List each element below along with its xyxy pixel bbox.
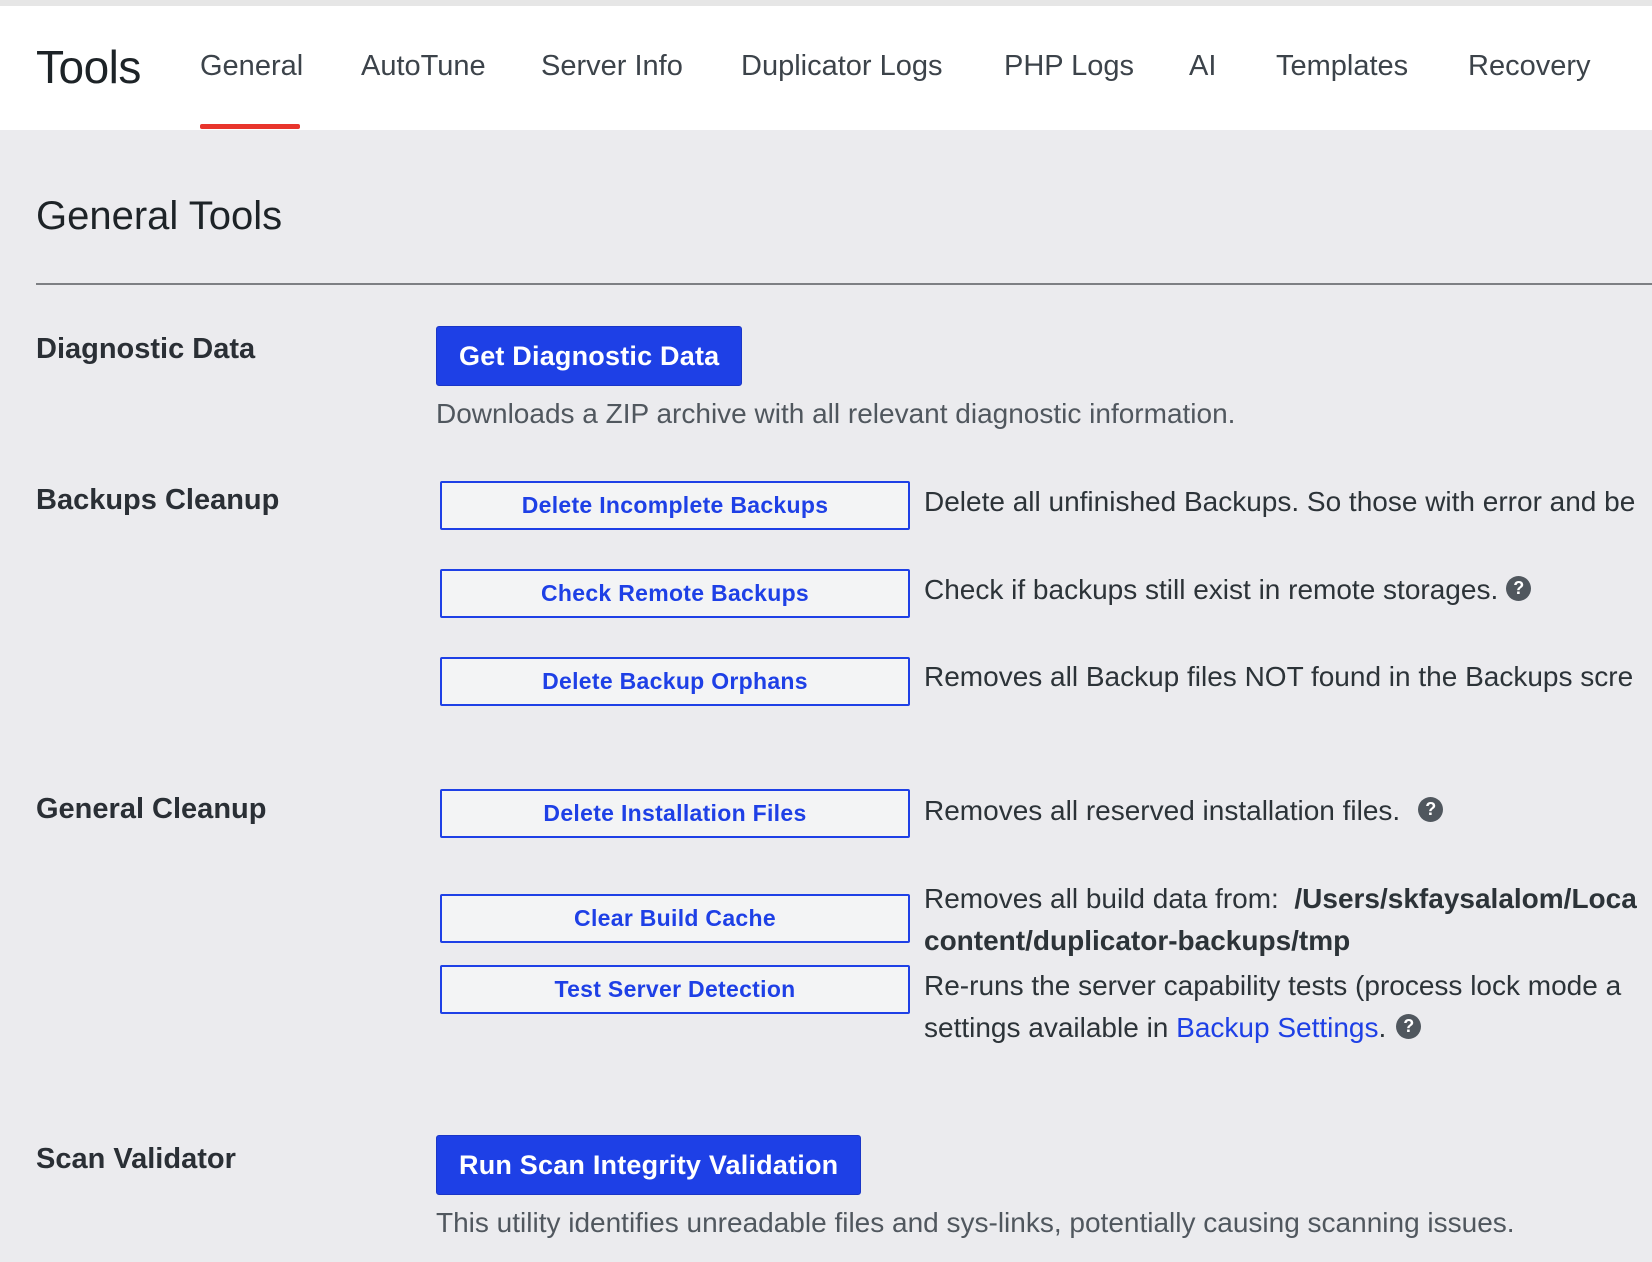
section-title: General Tools (36, 194, 283, 238)
delete-backup-orphans-description: Removes all Backup files NOT found in the Backups scre (924, 661, 1634, 692)
tab-php-logs[interactable]: PHP Logs (1004, 50, 1135, 82)
build-path-line2: content/duplicator-backups/tmp (924, 925, 1351, 956)
clear-build-cache-prefix: Removes all build data from: (924, 883, 1279, 914)
check-remote-backups-description (924, 569, 1531, 611)
tab-general[interactable]: General (200, 50, 304, 82)
diagnostic-description: Downloads a ZIP archive with all relevant diagnostic information. (436, 398, 1236, 429)
delete-installation-files-button[interactable]: Delete Installation Files (440, 789, 910, 838)
test-server-line2-prefix: settings available in (924, 1012, 1177, 1043)
test-server-detection-button[interactable]: Test Server Detection (440, 965, 910, 1014)
delete-installation-files-text: Removes all reserved installation files. (924, 795, 1401, 826)
active-tab-indicator (200, 124, 300, 129)
test-server-description-line1: Re-runs the server capability tests (process lock mode a (924, 970, 1622, 1001)
scan-validator-description: This utility identifies unreadable files and sys-links, potentially causing scanning issues. (436, 1207, 1515, 1238)
delete-backup-orphans-button[interactable]: Delete Backup Orphans (440, 657, 910, 706)
scan-validator-label: Scan Validator (36, 1143, 236, 1175)
backup-settings-link[interactable]: Backup Settings (1176, 1012, 1379, 1043)
delete-incomplete-backups-button[interactable]: Delete Incomplete Backups (440, 481, 910, 530)
delete-incomplete-backups-description: Delete all unfinished Backups. So those with error and be (924, 486, 1636, 517)
check-remote-backups-button[interactable]: Check Remote Backups (440, 569, 910, 618)
clear-build-cache-description (924, 878, 1637, 920)
help-icon[interactable]: ? (1418, 797, 1443, 822)
check-remote-backups-text: Check if backups still exist in remote storages. (924, 574, 1499, 605)
page-header-title: Tools (36, 41, 141, 93)
test-server-description-line2 (924, 1007, 1421, 1049)
help-icon[interactable]: ? (1506, 576, 1531, 601)
delete-installation-files-description (924, 790, 1443, 832)
tab-templates[interactable]: Templates (1276, 50, 1409, 82)
backups-cleanup-label: Backups Cleanup (36, 484, 280, 516)
tools-header (0, 6, 1652, 130)
diagnostic-data-label: Diagnostic Data (36, 333, 256, 365)
get-diagnostic-data-button[interactable]: Get Diagnostic Data (436, 326, 742, 386)
help-icon[interactable]: ? (1396, 1014, 1421, 1039)
section-divider (36, 283, 1652, 285)
tab-recovery[interactable]: Recovery (1468, 50, 1591, 82)
clear-build-cache-button[interactable]: Clear Build Cache (440, 894, 910, 943)
tab-autotune[interactable]: AutoTune (361, 50, 486, 82)
general-cleanup-label: General Cleanup (36, 793, 267, 825)
build-path-line1: /Users/skfaysalalom/Loca (1294, 883, 1637, 914)
tab-duplicator-logs[interactable]: Duplicator Logs (741, 50, 943, 82)
test-server-line2-suffix: . (1378, 1012, 1387, 1043)
run-scan-integrity-validation-button[interactable]: Run Scan Integrity Validation (436, 1135, 861, 1195)
tab-server-info[interactable]: Server Info (541, 50, 683, 82)
tab-ai[interactable]: AI (1189, 50, 1217, 82)
